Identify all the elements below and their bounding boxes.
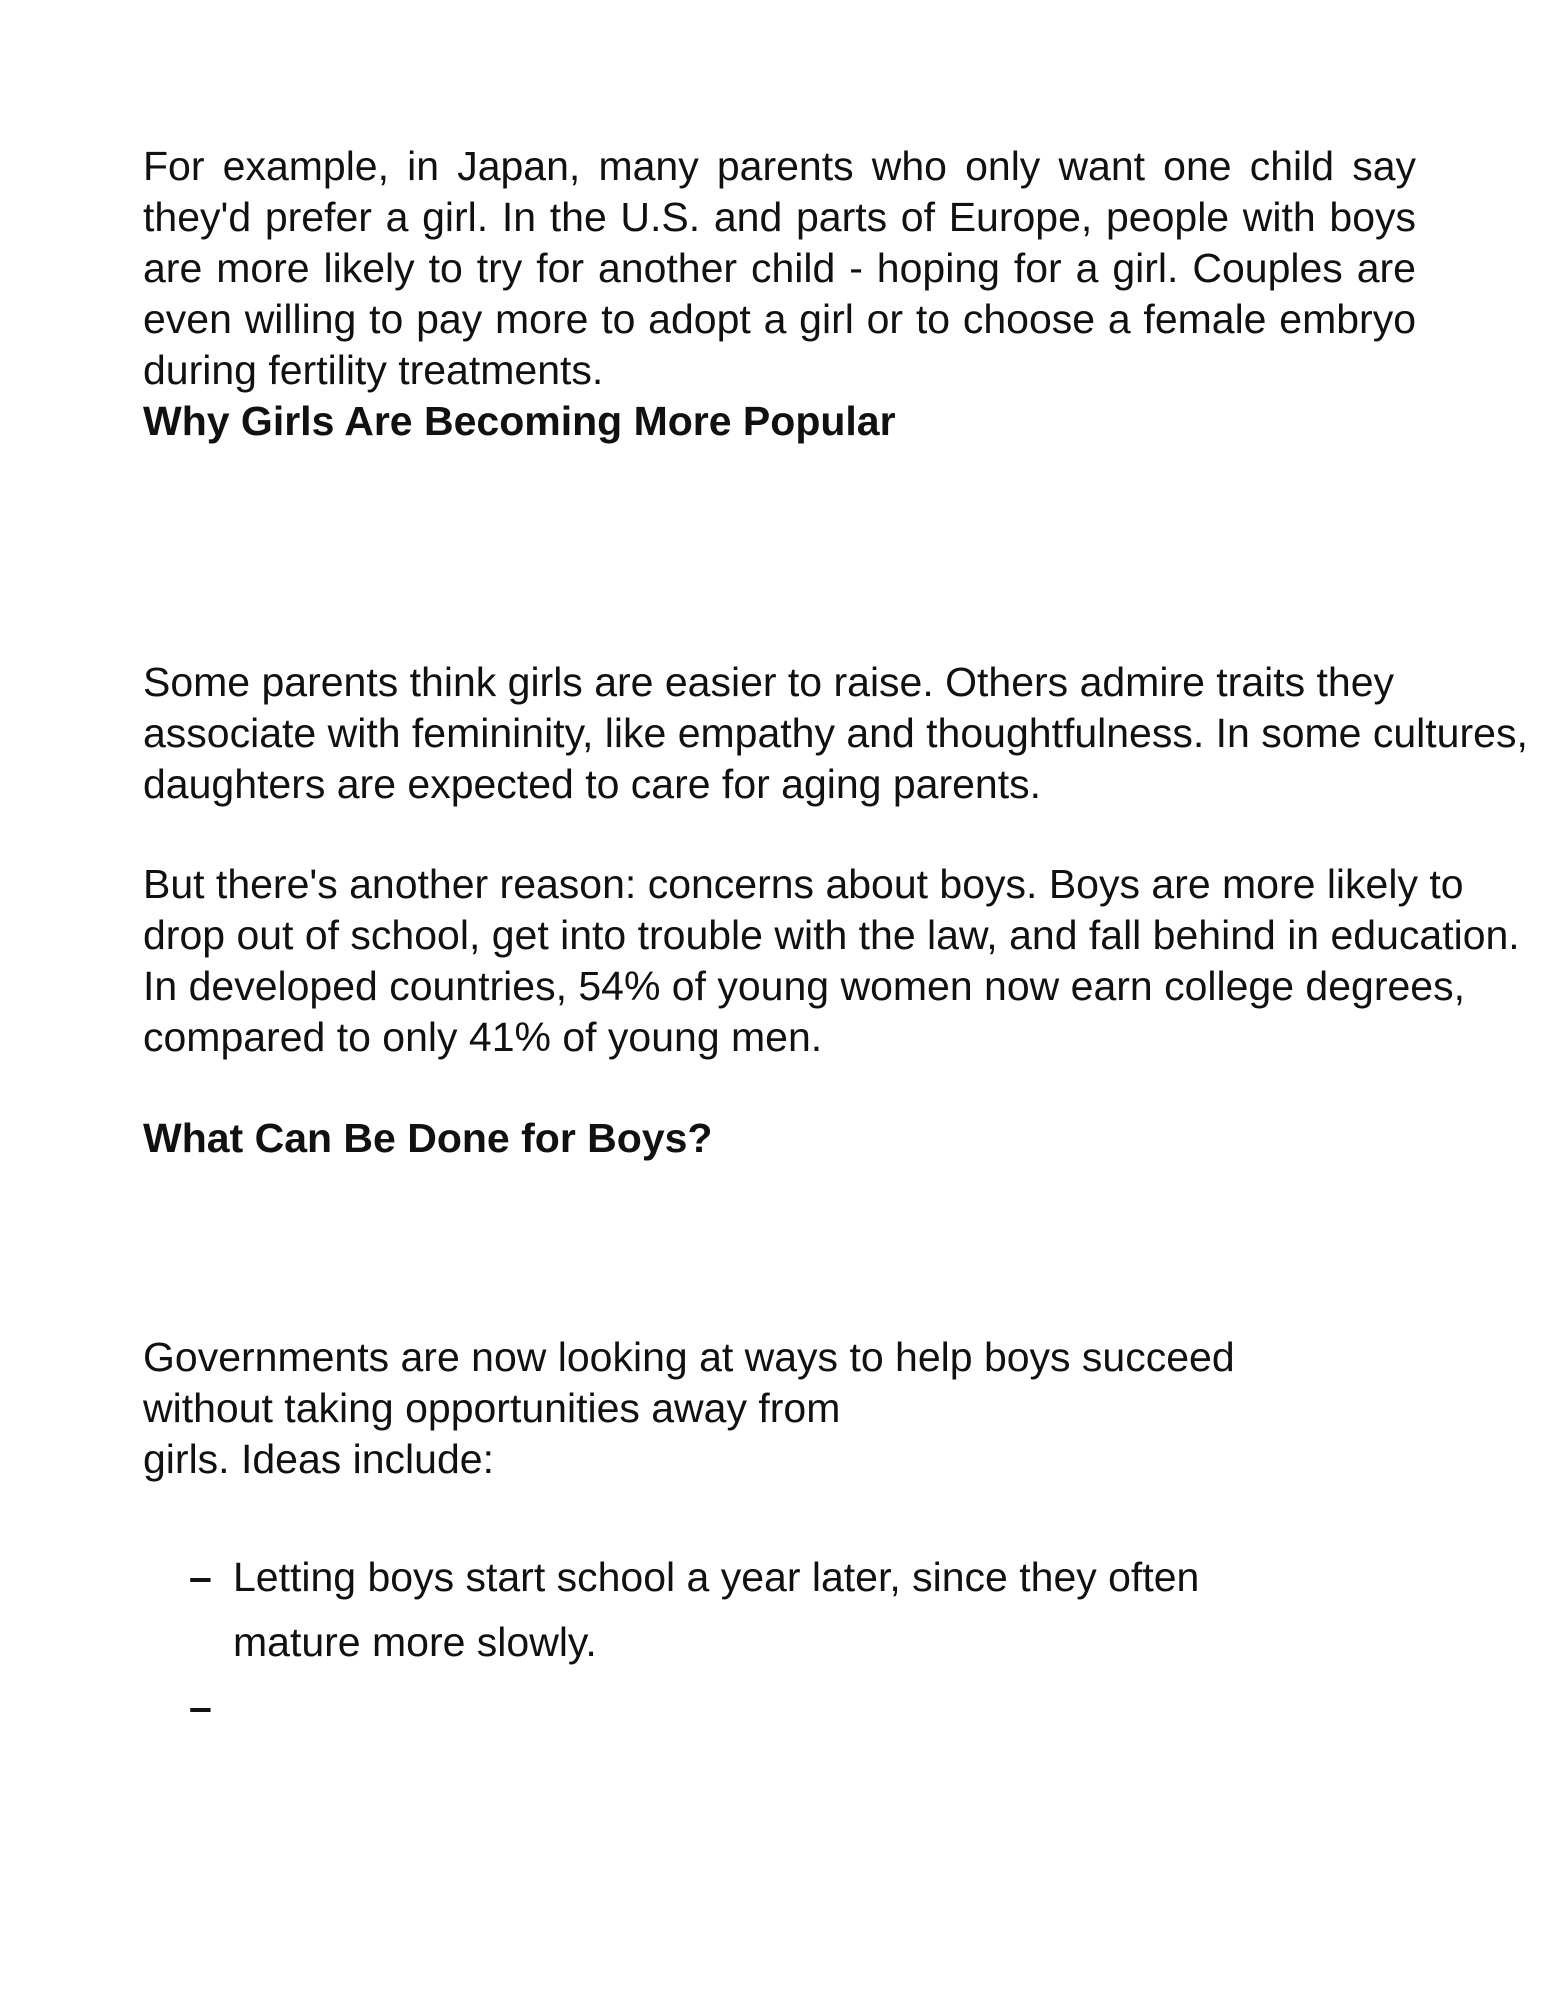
intro-paragraph: For example, in Japan, many parents who only want one child say they'd prefer a girl. In the U.S. and parts of Europe, people with boys are more likely to try for another child - hoping for a girl. Couples are even willing to pay more to adopt a girl or to choose a female embryo during fertility treatments.	[143, 143, 1416, 393]
list-item	[143, 1675, 1199, 1740]
governments-paragraph	[143, 1332, 1235, 1485]
list-item	[143, 1545, 1199, 1675]
governments-line-1: Governments are now looking at ways to help boys succeed	[143, 1334, 1235, 1380]
governments-line-2: without taking opportunities away from	[143, 1385, 841, 1431]
list-item-line-1: Letting boys start school a year later, since they often	[233, 1554, 1200, 1600]
section-heading-boys: What Can Be Done for Boys?	[143, 1115, 713, 1161]
dash-bullet-icon: –	[189, 1684, 212, 1730]
section-heading-girls: Why Girls Are Becoming More Popular	[143, 398, 896, 444]
concerns-paragraph: But there's another reason: concerns about boys. Boys are more likely to drop out of school, get into trouble with the law, and fall behind in education. In developed countries, 54% of young women now earn college degrees, compared to only 41% of young men.	[143, 861, 1520, 1060]
reasons-paragraph: Some parents think girls are easier to raise. Others admire traits they associate with femininity, like empathy and thoughtfulness. In some cultures, daughters are expected to care for aging parents.	[143, 659, 1528, 807]
ideas-list	[143, 1545, 1199, 1740]
dash-bullet-icon: –	[189, 1554, 212, 1600]
governments-line-3: girls. Ideas include:	[143, 1436, 494, 1482]
list-item-line-2: mature more slowly.	[233, 1619, 597, 1665]
